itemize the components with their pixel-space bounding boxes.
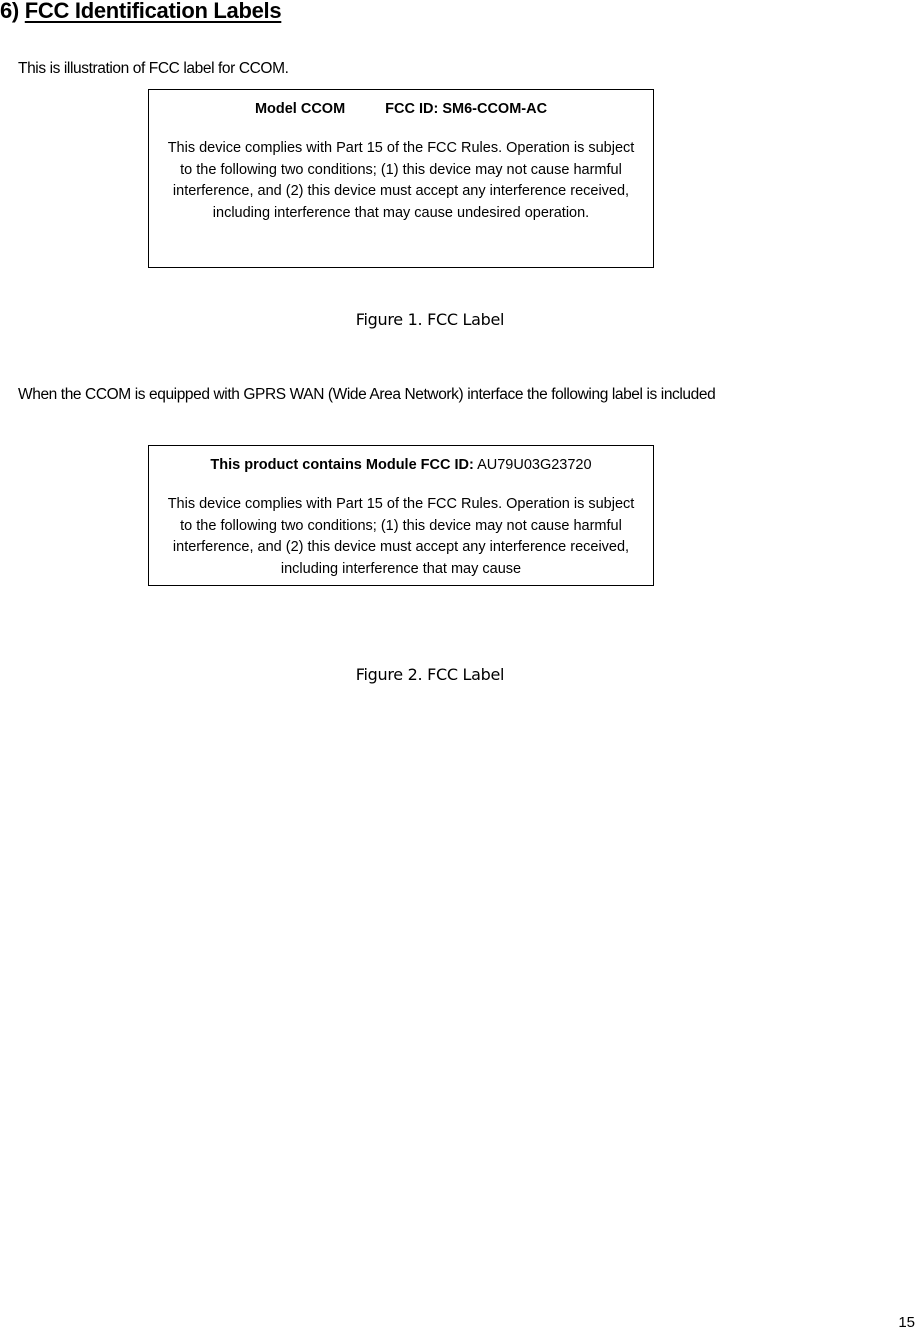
label-2-module-id: AU79U03G23720 [477, 457, 592, 473]
page-number: 15 [898, 1314, 915, 1331]
gprs-paragraph: When the CCOM is equipped with GPRS WAN (Wide Area Network) interface the following label is included [18, 386, 716, 403]
label-1-model: Model CCOM [254, 101, 346, 117]
intro-paragraph: This is illustration of FCC label for CCOM. [18, 60, 289, 77]
fcc-label-1 [148, 89, 654, 268]
label-1-header [149, 100, 653, 118]
section-title: FCC Identification Labels [24, 0, 282, 23]
label-2-compliance-text: This device complies with Part 15 of the FCC Rules. Operation is subject to the following two conditions; (1) this device may not cause harmful interference, and (2) this device must accept any interference received, including interference that may cause [167, 496, 635, 577]
label-2-module-prefix: This product contains Module FCC ID: [210, 457, 474, 473]
fcc-label-2 [148, 445, 654, 586]
figure-2-caption: Figure 2. FCC Label [355, 665, 505, 684]
section-heading [0, 0, 281, 24]
label-2-header [149, 456, 653, 474]
label-1-compliance-text: This device complies with Part 15 of the FCC Rules. Operation is subject to the following two conditions; (1) this device may not cause harmful interference, and (2) this device must accept any interference received, including interference that may cause undesired operation. [167, 140, 635, 221]
label-1-fcc-id: FCC ID: SM6-CCOM-AC [385, 101, 548, 117]
section-number: 6) [0, 0, 19, 23]
figure-1-caption: Figure 1. FCC Label [355, 310, 505, 329]
